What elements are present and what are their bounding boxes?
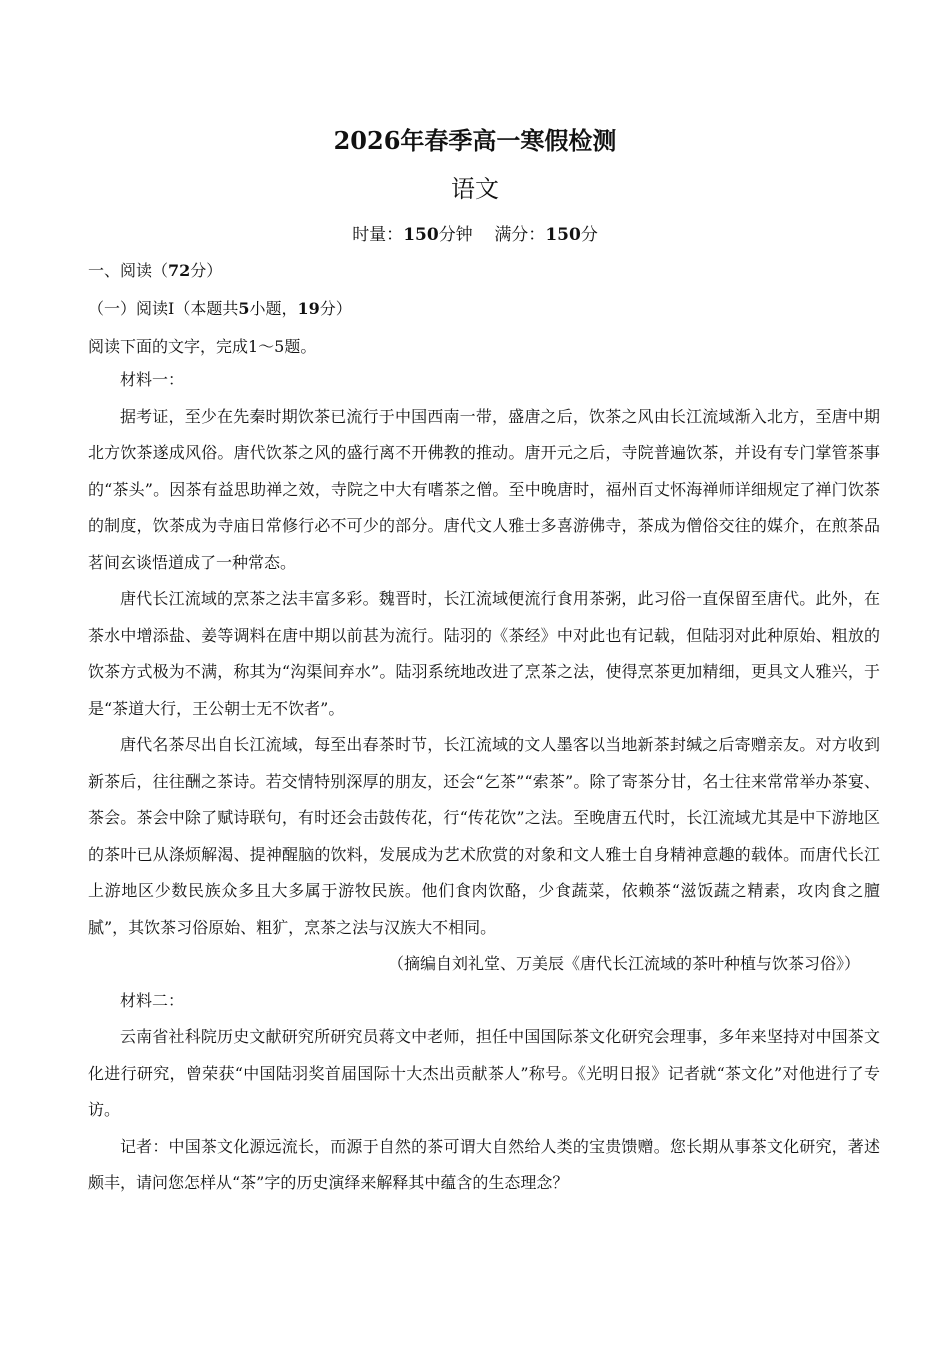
time-value: 150 (403, 225, 439, 245)
reading1-middle: 小题， (249, 299, 298, 318)
section-one-prefix: 一、阅读（ (88, 261, 169, 280)
reading-instruction: 阅读下面的文字，完成1～5题。 (88, 337, 317, 356)
exam-info (0, 221, 950, 249)
score-label: 满分： (494, 225, 546, 245)
page-title: 2026年春季高一寒假检测 (333, 126, 617, 155)
material-1-paragraph-3: 唐代名茶尽出自长江流域，每至出春茶时节，长江流域的文人墨客以当地新茶封缄之后寄赠亲友。对方收到新茶后，往往酬之茶诗。若交情特别深厚的朋友，还会“乞茶”“索茶”。除了寄茶分甘，名士往来常常举办茶宴、茶会。茶会中除了赋诗联句，有时还会击鼓传花，行“传花饮”之法。至晚唐五代时，长江流域尤其是中下游地区的茶叶已从涤烦解渴、提神醒脑的饮料，发展成为艺术欣赏的对象和文人雅士自身精神意趣的载体。而唐代长江上游地区少数民族众多且大多属于游牧民族。他们食肉饮酪，少食蔬菜，依赖茶“滋饭蔬之精素，攻肉食之膻腻”，其饮茶习俗原始、粗犷，烹茶之法与汉族大不相同。 (88, 735, 880, 937)
score-unit: 分 (580, 225, 598, 245)
score-value: 150 (545, 225, 581, 245)
reading-passage (88, 362, 880, 1202)
material-1-paragraph-1: 据考证，至少在先秦时期饮茶已流行于中国西南一带，盛唐之后，饮茶之风由长江流域渐入北方，至唐中期北方饮茶遂成风俗。唐代饮茶之风的盛行离不开佛教的推动。唐开元之后，寺院普遍饮茶，并设有专门掌管茶事的“茶头”。因茶有益思助禅之效，寺院之中大有嗜茶之僧。至中晚唐时，福州百丈怀海禅师详细规定了禅门饮茶的制度，饮茶成为寺庙日常修行必不可少的部分。唐代文人雅士多喜游佛寺，茶成为僧俗交往的媒介，在煎茶品茗间玄谈悟道成了一种常态。 (88, 406, 880, 572)
material-1-paragraph-2: 唐代长江流域的烹茶之法丰富多彩。魏晋时，长江流域便流行食用茶粥，此习俗一直保留至唐代。此外，在茶水中增添盐、姜等调料在唐中期以前甚为流行。陆羽的《茶经》中对此也有记载，但陆羽对此种原始、粗放的饮茶方式极为不满，称其为“沟渠间弃水”。陆羽系统地改进了烹茶之法，使得烹茶更加精细，更具文人雅兴，于是“茶道大行，王公朝士无不饮者”。 (88, 589, 880, 718)
reading1-prefix: （一）阅读Ⅰ（本题共 (88, 299, 239, 318)
material-1-label: 材料一： (120, 370, 185, 389)
subject-title: 语文 (451, 175, 499, 203)
time-label: 时量： (352, 225, 404, 245)
material-2-paragraph-1: 云南省社科院历史文献研究所研究员蒋文中老师，担任中国国际茶文化研究会理事，多年来坚持对中国茶文化进行研究，曾荣获“中国陆羽奖首届国际十大杰出贡献茶人”称号。《光明日报》记者就“茶文化”对他进行了专访。 (88, 1027, 880, 1119)
time-unit: 分钟 (438, 225, 473, 245)
reading1-suffix: 分） (319, 299, 352, 318)
reading1-score: 19 (297, 299, 320, 318)
section-one-suffix: 分） (190, 261, 223, 280)
section-heading-reading-1 (88, 297, 352, 321)
material-1-source: （摘编自刘礼堂、万美辰《唐代长江流域的茶叶种植与饮茶习俗》） (387, 954, 860, 973)
material-2-label: 材料二： (120, 990, 185, 1010)
section-one-score: 72 (168, 261, 191, 280)
reading1-count: 5 (238, 299, 250, 318)
section-heading-reading (88, 259, 222, 283)
material-2-paragraph-2: 记者：中国茶文化源远流长，而源于自然的茶可谓大自然给人类的宝贵馈赠。您长期从事茶文化研究，著述颇丰，请问您怎样从“茶”字的历史演绎来解释其中蕴含的生态理念？ (88, 1136, 880, 1192)
